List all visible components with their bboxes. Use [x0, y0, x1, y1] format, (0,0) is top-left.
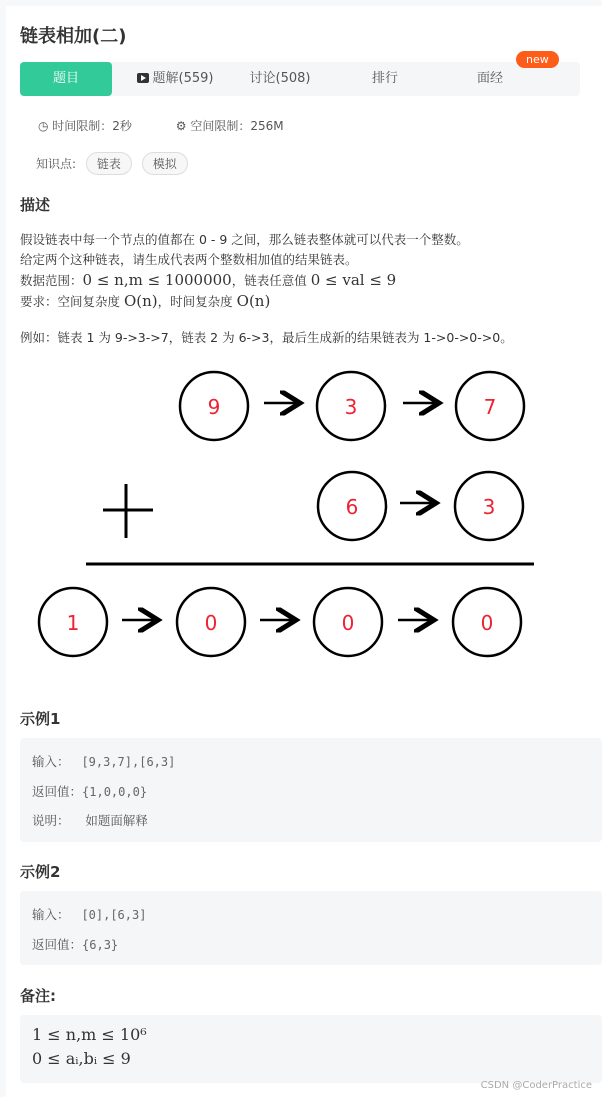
svg-text:3: 3 — [482, 495, 496, 519]
svg-text:7: 7 — [483, 395, 497, 419]
svg-text:9: 9 — [207, 395, 221, 419]
result-node-0 — [39, 588, 107, 656]
svg-text:0: 0 — [204, 611, 218, 635]
example1-input-value: [9,3,7],[6,3] — [81, 755, 176, 769]
page-title: 链表相加(二) — [20, 26, 127, 47]
svg-text:0: 0 — [480, 611, 494, 635]
example1-return-label: 返回值： — [32, 784, 83, 799]
svg-text:3: 3 — [344, 395, 358, 419]
notes-line-2: 0 ≤ aᵢ,bᵢ ≤ 9 — [32, 1049, 131, 1068]
svg-text:0: 0 — [341, 611, 355, 635]
list2-node-0 — [318, 472, 386, 540]
description-body — [20, 230, 513, 348]
tags-row — [36, 152, 188, 175]
result-node-2 — [314, 588, 382, 656]
example2-input-row — [32, 905, 146, 923]
example1-return-value: {1,0,0,0} — [82, 785, 148, 799]
math-space: O(n) — [123, 292, 158, 310]
tag-linked-list[interactable]: 链表 — [86, 152, 132, 175]
desc-line-3-prefix: 数据范围： — [20, 273, 83, 288]
result-node-1 — [177, 588, 245, 656]
example1-explain-value: 如题面解释 — [85, 813, 148, 828]
notes-heading: 备注: — [20, 987, 56, 1005]
svg-text:6: 6 — [345, 495, 359, 519]
desc-line-1: 假设链表中每一个节点的值都在 0 - 9 之间，那么链表整体就可以代表一个整数。 — [20, 232, 469, 247]
example2-box — [20, 891, 602, 965]
tab-interview[interactable]: 面经 — [476, 71, 503, 86]
tab-discussion[interactable]: 讨论(508) — [249, 71, 311, 86]
example2-heading: 示例2 — [20, 863, 61, 881]
result-node-3 — [453, 588, 521, 656]
example1-explain-label: 说明： — [32, 813, 70, 828]
video-icon — [137, 73, 149, 83]
example1-input-row — [32, 752, 175, 770]
math-time: O(n) — [236, 292, 271, 310]
list2-node-1 — [455, 472, 523, 540]
list1-node-2 — [456, 372, 524, 440]
space-limit: ⚙ 空间限制：256M — [175, 119, 284, 133]
svg-text:1: 1 — [66, 611, 80, 635]
tab-bar — [20, 62, 580, 96]
example1-box — [20, 738, 602, 842]
example2-return-row — [32, 935, 118, 953]
desc-line-2: 给定两个这种链表，请生成代表两个整数相加值的结果链表。 — [20, 252, 358, 267]
list1-node-0 — [180, 372, 248, 440]
desc-line-4 — [20, 291, 513, 312]
tab-ranking[interactable]: 排行 — [371, 71, 398, 86]
desc-example: 例如：链表 1 为 9->3->7，链表 2 为 6->3，最后生成新的结果链表为 1->0->0->0。 — [20, 330, 513, 345]
example1-explain-row — [32, 811, 148, 829]
math-range: 0 ≤ n,m ≤ 1000000 — [82, 271, 232, 289]
example2-input-label: 输入： — [32, 907, 70, 922]
math-val-range: 0 ≤ val ≤ 9 — [310, 271, 397, 289]
problem-page — [6, 6, 602, 1097]
plus-icon — [103, 484, 153, 538]
tags-label: 知识点: — [36, 157, 77, 171]
tab-problem[interactable]: 题目 — [20, 62, 112, 96]
example1-input-label: 输入： — [32, 754, 70, 769]
limits-row — [38, 117, 324, 134]
linked-list-diagram — [6, 358, 602, 668]
desc-line-3-mid: ，链表任意值 — [231, 273, 311, 288]
description-heading: 描述 — [20, 196, 51, 214]
tab-solutions-label: 题解(559) — [152, 71, 214, 86]
example2-return-label: 返回值： — [32, 937, 83, 952]
example2-input-value: [0],[6,3] — [81, 908, 147, 922]
time-limit: ◷ 时间限制：2秒 — [38, 119, 132, 133]
time-limit-text: 时间限制：2秒 — [52, 119, 132, 133]
example2-return-value: {6,3} — [82, 938, 119, 952]
notes-box — [20, 1015, 602, 1083]
list1-node-1 — [317, 372, 385, 440]
example1-return-row — [32, 782, 147, 800]
notes-line-1: 1 ≤ n,m ≤ 10⁶ — [32, 1025, 147, 1044]
desc-line-3 — [20, 270, 513, 291]
example1-heading: 示例1 — [20, 710, 61, 728]
desc-line-4-mid: ，时间复杂度 — [157, 294, 237, 309]
tab-solutions[interactable] — [130, 62, 220, 96]
space-limit-text: 空间限制：256M — [190, 119, 284, 133]
new-badge: new — [516, 51, 559, 68]
desc-line-4-prefix: 要求：空间复杂度 — [20, 294, 124, 309]
tag-simulation[interactable]: 模拟 — [142, 152, 188, 175]
watermark: CSDN @CoderPractice — [480, 1080, 592, 1091]
